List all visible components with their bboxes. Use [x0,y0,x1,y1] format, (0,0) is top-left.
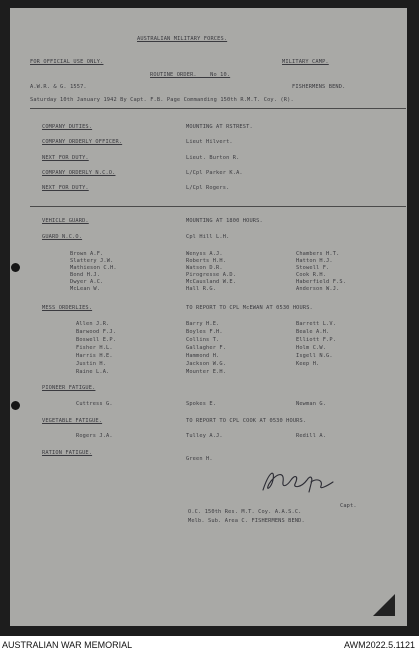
mess-heading: MESS ORDERLIES. [42,305,93,311]
vegetable-name: Rogers J.A. [76,433,113,439]
mess-name: Allen J.R. [76,321,110,327]
pioneer-heading: PIONEER FATIGUE. [42,385,96,391]
pioneer-name: Newman G. [296,401,327,407]
mess-name: Fisher H.L. [76,345,113,351]
guard-name: Haberfield F.S. [296,279,347,285]
mess-instruction: TO REPORT TO CPL McEWAN AT 0530 HOURS. [186,305,313,311]
mess-name: Boswell E.P. [76,337,117,343]
signature-line-1: O.C. 150th Res. M.T. Coy. A.A.S.C. [188,509,302,515]
vehicle-guard-heading: VEHICLE GUARD. [42,218,89,224]
punch-hole [11,401,20,410]
mess-name: Mounter E.H. [186,369,227,375]
mess-name: Holm C.W. [296,345,327,351]
mess-name: Gallagher F. [186,345,227,351]
duty-value: Lieut. Burton R. [186,155,240,161]
guard-name: Mathieson C.H. [70,265,117,271]
mess-name: Boyles F.H. [186,329,223,335]
archive-id: AWM2022.5.1121 [343,640,415,650]
duty-value: L/Cpl Parker K.A. [186,170,243,176]
vegetable-heading: VEGETABLE FATIGUE. [42,418,103,424]
mess-name: Hammond H. [186,353,220,359]
guard-name: McLean W. [70,286,101,292]
guard-name: Anderson W.J. [296,286,340,292]
mess-name: Keep H. [296,361,320,367]
guard-name: Bond H.J. [70,272,101,278]
duty-value: Lieut Hilvert. [186,139,233,145]
routine-order-label: ROUTINE ORDER. No 10. [150,72,231,78]
guard-name: Watson D.R. [186,265,223,271]
duty-value: L/Cpl Rogers. [186,185,230,191]
vegetable-instruction: TO REPORT TO CPL COOK AT 0530 HOURS. [186,418,307,424]
guard-name: Chambers H.T. [296,251,340,257]
folded-corner [373,594,395,616]
mess-name: Collins T. [186,337,220,343]
duties-heading-value: MOUNTING AT RSTREST. [186,124,253,130]
guard-name: McCausland W.E. [186,279,237,285]
duties-heading: COMPANY DUTIES. [42,124,93,130]
divider [30,206,406,207]
guard-name: Hall R.G. [186,286,217,292]
guard-name: Stowell F. [296,265,330,271]
mess-name: Beale A.H. [296,329,330,335]
signature-line-2: Melb. Sub. Area C. FISHERMENS BEND. [188,518,305,524]
mess-name: Harris H.E. [76,353,113,359]
vehicle-guard-time: MOUNTING AT 1800 HOURS. [186,218,263,224]
archive-credit: AUSTRALIAN WAR MEMORIAL [2,640,133,650]
place-label: FISHERMENS BEND. [292,84,346,90]
vegetable-name: Tulley A.J. [186,433,223,439]
mess-name: Barrett L.V. [296,321,337,327]
date-line: Saturday 10th January 1942 By Capt. F.B. Page Commanding 150th R.M.T. Coy. (R). [30,97,294,103]
mess-name: Elliott F.P. [296,337,337,343]
duty-label: NEXT FOR DUTY. [42,155,89,161]
signature-rank: Capt. [340,503,357,509]
divider [30,108,406,109]
duty-label: COMPANY ORDERLY N.C.O. [42,170,116,176]
guard-name: Hatton H.J. [296,258,333,264]
guard-name: Slattery J.W. [70,258,114,264]
reference-number: A.W.R. & G. 1557. [30,84,87,90]
location-label: MILITARY CAMP. [282,59,329,65]
ration-name: Green H. [186,456,213,462]
handwritten-signature [255,466,345,496]
mess-name: Barwood F.J. [76,329,117,335]
guard-name: Brown A.F. [70,251,104,257]
classification-label: FOR OFFICIAL USE ONLY. [30,59,104,65]
mess-name: Barry H.E. [186,321,220,327]
duty-label: NEXT FOR DUTY. [42,185,89,191]
punch-hole [11,263,20,272]
guard-name: Dwyer A.C. [70,279,104,285]
guard-name: Pirogresse A.D. [186,272,237,278]
mess-name: Jackson W.G. [186,361,227,367]
pioneer-name: Cuttress G. [76,401,113,407]
ration-heading: RATION FATIGUE. [42,450,93,456]
mess-name: Justin H. [76,361,107,367]
guard-name: Cook R.H. [296,272,327,278]
guard-nco-label: GUARD N.C.O. [42,234,83,240]
vegetable-name: Redill A. [296,433,327,439]
guard-nco-value: Cpl Hill L.H. [186,234,230,240]
mess-name: Raine L.A. [76,369,110,375]
pioneer-name: Spokes E. [186,401,217,407]
duty-label: COMPANY ORDERLY OFFICER. [42,139,123,145]
guard-name: Wenyss A.J. [186,251,223,257]
document-title: AUSTRALIAN MILITARY FORCES. [137,36,228,42]
guard-name: Roberts H.H. [186,258,227,264]
mess-name: Isgell N.G. [296,353,333,359]
